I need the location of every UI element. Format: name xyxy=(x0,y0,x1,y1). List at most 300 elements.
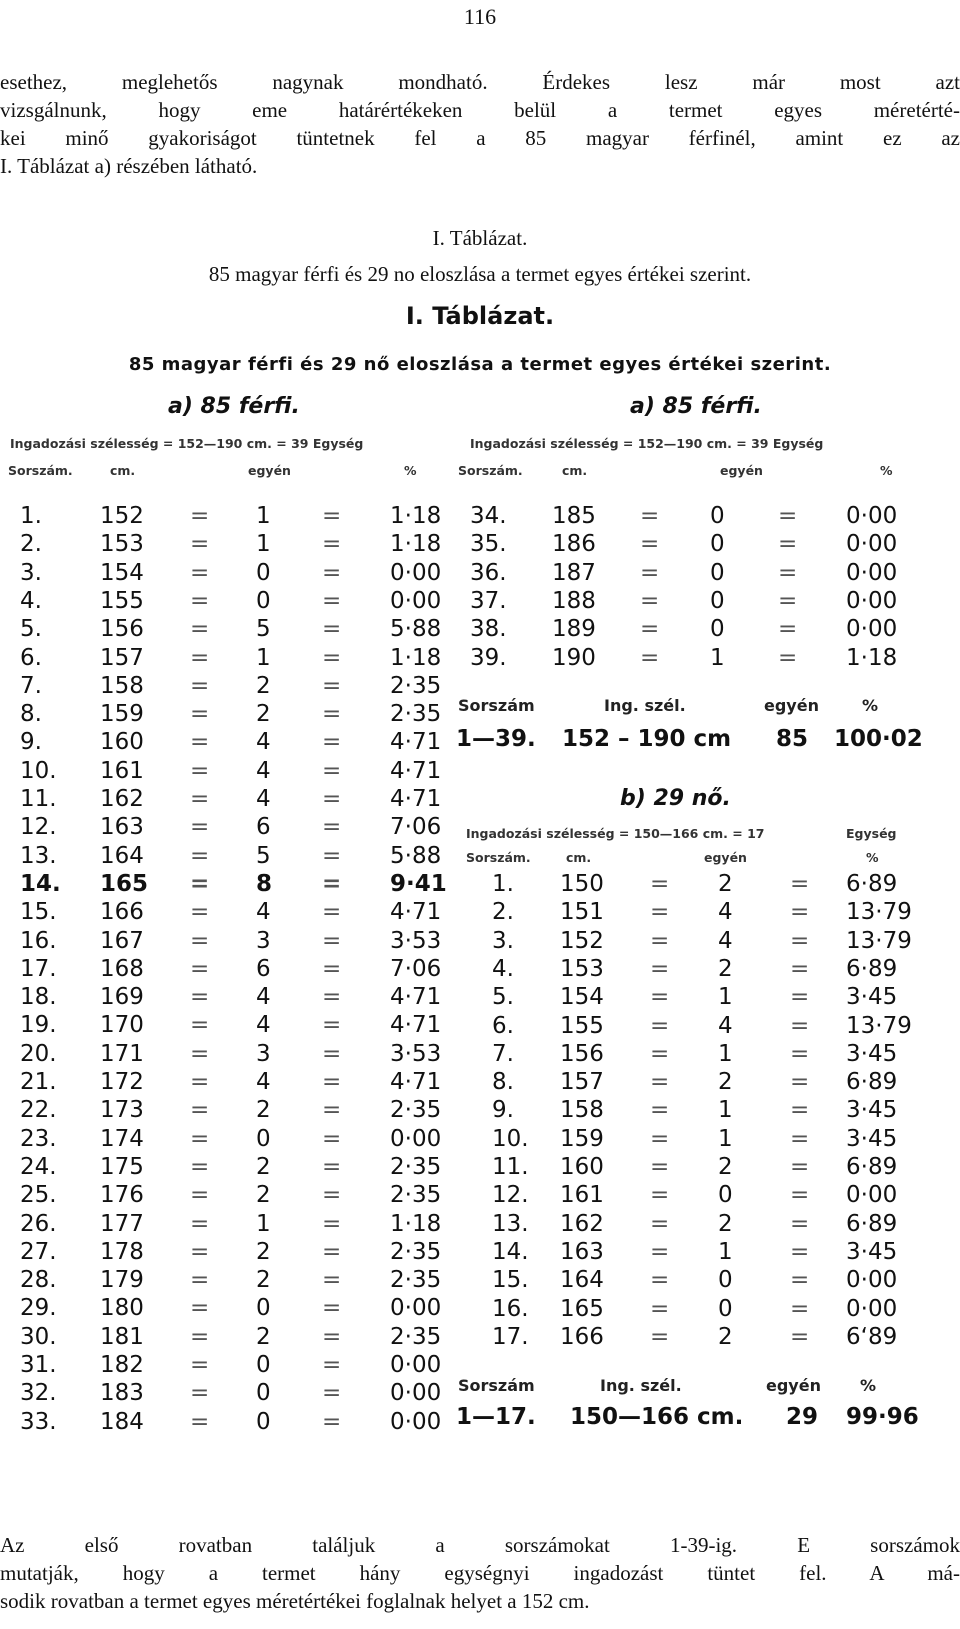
row-number: 14. xyxy=(492,1238,529,1265)
women-summary-head-range: Ing. szél. xyxy=(600,1376,682,1395)
table-row xyxy=(0,1210,960,1239)
row-height-cm: 161 xyxy=(100,757,144,784)
row-percent: 1·18 xyxy=(390,503,442,529)
row-equals: = xyxy=(640,587,660,614)
col-head-pct: % xyxy=(880,463,893,478)
row-percent: 2·35 xyxy=(390,1182,442,1209)
col-head-count: egyén xyxy=(704,850,747,865)
row-number: 5. xyxy=(20,616,42,643)
row-percent: 1·18 xyxy=(390,531,442,558)
row-equals: = xyxy=(322,1182,342,1209)
row-equals: = xyxy=(790,1069,810,1096)
table-caption-title: I. Táblázat. xyxy=(432,226,528,250)
row-equals: = xyxy=(190,559,210,586)
row-equals: = xyxy=(650,1069,670,1096)
row-equals: = xyxy=(650,1210,670,1237)
row-height-cm: 157 xyxy=(100,644,144,671)
row-height-cm: 160 xyxy=(100,729,144,756)
row-percent: 2·35 xyxy=(390,701,442,728)
row-count: 2 xyxy=(256,1182,271,1209)
row-number: 6. xyxy=(20,644,42,671)
row-percent: 4·71 xyxy=(390,1069,442,1095)
row-count: 2 xyxy=(256,1153,271,1180)
row-percent: 0·00 xyxy=(846,1267,898,1294)
row-height-cm: 160 xyxy=(560,1154,604,1180)
row-equals: = xyxy=(650,871,670,897)
row-count: 1 xyxy=(718,984,733,1011)
row-number: 38. xyxy=(470,616,507,643)
row-height-cm: 182 xyxy=(100,1352,144,1378)
row-number: 24. xyxy=(20,1153,57,1180)
row-height-cm: 184 xyxy=(100,1408,144,1435)
col-head-cm: cm. xyxy=(562,463,588,478)
row-count: 0 xyxy=(256,559,271,586)
row-count: 0 xyxy=(256,587,271,614)
row-percent: 6·89 xyxy=(846,871,898,897)
row-percent: 6·89 xyxy=(846,1069,898,1096)
row-count: 8 xyxy=(256,870,273,897)
row-height-cm: 162 xyxy=(560,1210,604,1237)
row-height-cm: 155 xyxy=(560,1012,604,1039)
women-summary-head-count: egyén xyxy=(766,1376,821,1395)
table-row xyxy=(0,983,960,1012)
row-height-cm: 161 xyxy=(560,1182,604,1209)
scan-subtitle: 85 magyar férfi és 29 nő eloszlása a termet egyes értékei szerint. xyxy=(128,354,832,375)
row-percent: 0·00 xyxy=(390,559,442,586)
row-equals: = xyxy=(650,1238,670,1265)
row-number: 26. xyxy=(20,1210,57,1237)
outro-line: Az első rovatban találjuk a sorszámokat 1-39-ig. E sorszámok xyxy=(0,1533,960,1557)
row-height-cm: 164 xyxy=(100,842,144,869)
row-number: 25. xyxy=(20,1182,57,1209)
table-row xyxy=(0,813,960,842)
row-equals: = xyxy=(190,729,210,756)
table-scan xyxy=(0,296,960,1508)
row-percent: 6‘89 xyxy=(846,1323,898,1350)
scan-title: I. Táblázat. xyxy=(405,302,555,330)
row-equals: = xyxy=(322,1352,342,1378)
col-head-num: Sorszám. xyxy=(8,463,73,478)
row-height-cm: 176 xyxy=(100,1182,144,1209)
row-number: 13. xyxy=(492,1210,529,1237)
row-equals: = xyxy=(650,1125,670,1152)
row-count: 2 xyxy=(718,1154,733,1180)
row-height-cm: 166 xyxy=(100,899,144,926)
col-head-count: egyén xyxy=(248,463,291,478)
row-percent: 4·71 xyxy=(390,1012,442,1039)
row-percent: 3·45 xyxy=(846,1238,898,1265)
row-number: 9. xyxy=(20,729,42,756)
table-row xyxy=(0,1295,960,1324)
row-count: 3 xyxy=(256,927,271,954)
row-count: 1 xyxy=(256,1210,271,1237)
row-equals: = xyxy=(322,1267,342,1294)
row-equals: = xyxy=(650,899,670,926)
row-percent: 0·00 xyxy=(846,1295,898,1322)
row-equals: = xyxy=(790,1210,810,1237)
row-height-cm: 165 xyxy=(560,1295,604,1322)
row-equals: = xyxy=(322,786,342,812)
women-summary-range: 150—166 cm. xyxy=(570,1404,744,1430)
row-equals: = xyxy=(640,616,660,643)
row-height-cm: 152 xyxy=(560,927,604,954)
row-equals: = xyxy=(322,1380,342,1407)
row-count: 4 xyxy=(256,984,271,1011)
panel-a-right-title: a) 85 férfi. xyxy=(630,394,762,419)
row-number: 1. xyxy=(492,871,514,897)
row-height-cm: 169 xyxy=(100,984,144,1011)
row-equals: = xyxy=(190,503,210,529)
row-count: 2 xyxy=(256,672,271,699)
row-percent: 0·00 xyxy=(846,1182,898,1209)
row-number: 23. xyxy=(20,1125,57,1152)
row-number: 30. xyxy=(20,1323,57,1350)
row-height-cm: 157 xyxy=(560,1069,604,1096)
row-count: 4 xyxy=(718,1012,733,1039)
row-number: 11. xyxy=(20,786,57,812)
row-percent: 3·45 xyxy=(846,1125,898,1152)
row-equals: = xyxy=(322,1238,342,1265)
row-height-cm: 165 xyxy=(100,870,149,897)
row-equals: = xyxy=(640,503,660,529)
row-equals: = xyxy=(790,1323,810,1350)
row-percent: 0·00 xyxy=(846,531,898,558)
men-summary-num: 1—39. xyxy=(456,726,536,752)
row-equals: = xyxy=(190,701,210,728)
row-height-cm: 170 xyxy=(100,1012,144,1039)
row-height-cm: 179 xyxy=(100,1267,144,1294)
row-equals: = xyxy=(322,559,342,586)
row-equals: = xyxy=(190,899,210,926)
row-height-cm: 188 xyxy=(552,587,596,614)
row-number: 39. xyxy=(470,644,507,671)
row-number: 11. xyxy=(492,1154,529,1180)
row-number: 5. xyxy=(492,984,514,1011)
row-count: 1 xyxy=(718,1125,733,1152)
panel-a-left-range: Ingadozási szélesség = 152—190 cm. = 39 Egység xyxy=(10,436,364,451)
row-number: 18. xyxy=(20,984,57,1011)
row-count: 1 xyxy=(718,1040,733,1067)
panel-a-left-title: a) 85 férfi. xyxy=(168,394,300,419)
row-equals: = xyxy=(190,1097,210,1124)
row-count: 4 xyxy=(256,786,271,812)
row-percent: 4·71 xyxy=(390,757,442,784)
row-percent: 0·00 xyxy=(846,503,898,529)
row-equals: = xyxy=(190,786,210,812)
row-number: 12. xyxy=(492,1182,529,1209)
row-count: 5 xyxy=(256,616,271,643)
row-equals: = xyxy=(190,927,210,954)
row-number: 34. xyxy=(470,503,507,529)
table-row xyxy=(0,502,960,531)
row-percent: 0·00 xyxy=(390,587,442,614)
row-height-cm: 190 xyxy=(552,644,596,671)
row-equals: = xyxy=(322,899,342,926)
row-height-cm: 173 xyxy=(100,1097,144,1124)
table-row xyxy=(0,1238,960,1267)
row-equals: = xyxy=(322,644,342,671)
row-percent: 4·71 xyxy=(390,984,442,1011)
outro-line: sodik rovatban a termet egyes méretértékei foglalnak helyet a 152 cm. xyxy=(0,1589,590,1613)
row-number: 9. xyxy=(492,1097,514,1124)
panel-b-title: b) 29 nő. xyxy=(620,786,731,811)
row-percent: 3·45 xyxy=(846,1040,898,1067)
row-height-cm: 162 xyxy=(100,786,144,812)
row-number: 36. xyxy=(470,559,507,586)
table-row xyxy=(0,757,960,786)
row-equals: = xyxy=(190,757,210,784)
row-equals: = xyxy=(790,984,810,1011)
row-equals: = xyxy=(778,587,798,614)
row-equals: = xyxy=(322,1323,342,1350)
row-height-cm: 152 xyxy=(100,503,144,529)
col-head-cm: cm. xyxy=(110,463,136,478)
row-number: 8. xyxy=(20,701,42,728)
row-number: 27. xyxy=(20,1238,57,1265)
row-equals: = xyxy=(190,984,210,1011)
row-percent: 7·06 xyxy=(390,814,442,841)
row-number: 21. xyxy=(20,1069,57,1095)
table-row xyxy=(0,842,960,871)
row-equals: = xyxy=(790,1012,810,1039)
row-height-cm: 178 xyxy=(100,1238,144,1265)
row-count: 2 xyxy=(256,1097,271,1124)
row-height-cm: 153 xyxy=(560,955,604,982)
row-equals: = xyxy=(322,757,342,784)
row-height-cm: 168 xyxy=(100,955,144,982)
row-equals: = xyxy=(650,927,670,954)
row-equals: = xyxy=(190,1153,210,1180)
row-number: 20. xyxy=(20,1040,57,1067)
row-height-cm: 159 xyxy=(560,1125,604,1152)
row-equals: = xyxy=(190,870,210,897)
row-equals: = xyxy=(322,1040,342,1067)
col-head-count: egyén xyxy=(720,463,763,478)
row-number: 2. xyxy=(492,899,514,926)
row-percent: 4·71 xyxy=(390,899,442,926)
row-count: 1 xyxy=(256,531,271,558)
row-number: 7. xyxy=(20,672,42,699)
men-summary-range: 152 – 190 cm xyxy=(562,726,732,752)
row-equals: = xyxy=(190,531,210,558)
row-percent: 5·88 xyxy=(390,842,442,869)
row-equals: = xyxy=(190,1210,210,1237)
row-equals: = xyxy=(190,955,210,982)
row-equals: = xyxy=(790,1238,810,1265)
row-percent: 0·00 xyxy=(390,1352,442,1378)
row-height-cm: 154 xyxy=(560,984,604,1011)
row-percent: 2·35 xyxy=(390,1238,442,1265)
row-number: 16. xyxy=(492,1295,529,1322)
women-summary-count: 29 xyxy=(786,1404,819,1430)
row-height-cm: 175 xyxy=(100,1153,144,1180)
row-percent: 2·35 xyxy=(390,1267,442,1294)
row-height-cm: 174 xyxy=(100,1125,144,1152)
row-percent: 4·71 xyxy=(390,729,442,756)
row-number: 35. xyxy=(470,531,507,558)
row-equals: = xyxy=(322,1069,342,1095)
row-equals: = xyxy=(190,814,210,841)
row-percent: 2·35 xyxy=(390,1323,442,1350)
row-equals: = xyxy=(790,1267,810,1294)
row-equals: = xyxy=(790,955,810,982)
row-equals: = xyxy=(650,1012,670,1039)
row-height-cm: 181 xyxy=(100,1323,144,1350)
row-equals: = xyxy=(190,1040,210,1067)
row-percent: 3·45 xyxy=(846,984,898,1011)
row-equals: = xyxy=(322,729,342,756)
row-equals: = xyxy=(322,616,342,643)
row-percent: 0·00 xyxy=(390,1380,442,1407)
table-row xyxy=(0,559,960,588)
table-row xyxy=(0,1096,960,1125)
row-count: 0 xyxy=(710,616,725,643)
row-equals: = xyxy=(640,644,660,671)
table-row xyxy=(0,1040,960,1069)
row-equals: = xyxy=(322,814,342,841)
row-count: 2 xyxy=(256,1323,271,1350)
intro-line: kei minő gyakoriságot tüntetnek fel a 85 magyar férfinél, amint ez az xyxy=(0,126,960,150)
women-summary-head-num: Sorszám xyxy=(458,1376,535,1395)
row-number: 3. xyxy=(20,559,42,586)
row-percent: 13·79 xyxy=(846,927,912,954)
row-height-cm: 187 xyxy=(552,559,596,586)
men-summary-head-pct: % xyxy=(862,696,879,715)
row-equals: = xyxy=(650,1295,670,1322)
row-equals: = xyxy=(790,1295,810,1322)
row-height-cm: 158 xyxy=(100,672,144,699)
row-equals: = xyxy=(778,644,798,671)
row-height-cm: 177 xyxy=(100,1210,144,1237)
row-percent: 0·00 xyxy=(390,1408,442,1435)
row-equals: = xyxy=(790,1097,810,1124)
panel-a-right-range: Ingadozási szélesség = 152—190 cm. = 39 Egység xyxy=(470,436,824,451)
row-height-cm: 150 xyxy=(560,871,604,897)
row-percent: 1·18 xyxy=(390,1210,442,1237)
men-summary-head-range: Ing. szél. xyxy=(604,696,686,715)
row-count: 1 xyxy=(710,644,725,671)
row-percent: 2·35 xyxy=(390,672,442,699)
row-count: 2 xyxy=(718,871,733,897)
row-number: 15. xyxy=(492,1267,529,1294)
table-row xyxy=(0,700,960,729)
row-count: 4 xyxy=(718,927,733,954)
row-percent: 13·79 xyxy=(846,1012,912,1039)
row-percent: 2·35 xyxy=(390,1097,442,1124)
row-equals: = xyxy=(322,503,342,529)
table-row xyxy=(0,1068,960,1097)
row-height-cm: 186 xyxy=(552,531,596,558)
row-equals: = xyxy=(650,955,670,982)
table-row xyxy=(0,927,960,956)
row-equals: = xyxy=(778,616,798,643)
row-height-cm: 156 xyxy=(100,616,144,643)
row-number: 3. xyxy=(492,927,514,954)
row-number: 17. xyxy=(20,955,57,982)
row-count: 0 xyxy=(256,1408,271,1435)
row-equals: = xyxy=(190,616,210,643)
row-number: 13. xyxy=(20,842,57,869)
row-equals: = xyxy=(190,1352,210,1378)
row-equals: = xyxy=(650,984,670,1011)
row-count: 1 xyxy=(256,644,271,671)
row-height-cm: 163 xyxy=(100,814,144,841)
men-summary-count: 85 xyxy=(776,726,809,752)
col-head-cm: cm. xyxy=(566,850,592,865)
row-equals: = xyxy=(640,531,660,558)
row-count: 3 xyxy=(256,1040,271,1067)
row-percent: 3·53 xyxy=(390,927,442,954)
col-head-pct: % xyxy=(866,850,879,865)
intro-line: I. Táblázat a) részében látható. xyxy=(0,154,258,178)
women-summary-num: 1—17. xyxy=(456,1404,536,1430)
row-count: 4 xyxy=(256,729,271,756)
row-number: 10. xyxy=(20,757,57,784)
row-height-cm: 172 xyxy=(100,1069,144,1095)
row-number: 29. xyxy=(20,1295,57,1322)
row-count: 1 xyxy=(256,503,271,529)
row-number: 4. xyxy=(20,587,42,614)
table-row xyxy=(0,1379,960,1408)
row-equals: = xyxy=(778,503,798,529)
table-row xyxy=(0,955,960,984)
row-count: 4 xyxy=(256,1012,271,1039)
row-height-cm: 164 xyxy=(560,1267,604,1294)
row-percent: 2·35 xyxy=(390,1153,442,1180)
row-count: 2 xyxy=(718,1323,733,1350)
row-count: 2 xyxy=(256,1238,271,1265)
table-row xyxy=(0,1266,960,1295)
row-percent: 5·88 xyxy=(390,616,442,643)
row-percent: 0·00 xyxy=(846,616,898,643)
row-equals: = xyxy=(190,1069,210,1095)
row-count: 2 xyxy=(718,955,733,982)
table-row xyxy=(0,615,960,644)
row-count: 4 xyxy=(718,899,733,926)
women-summary-pct: 99·96 xyxy=(846,1404,919,1430)
row-percent: 1·18 xyxy=(390,644,442,671)
row-count: 0 xyxy=(256,1125,271,1152)
row-equals: = xyxy=(322,587,342,614)
men-summary-pct: 100·02 xyxy=(834,726,923,752)
row-height-cm: 163 xyxy=(560,1238,604,1265)
row-equals: = xyxy=(190,1238,210,1265)
row-equals: = xyxy=(190,1125,210,1152)
col-head-num: Sorszám. xyxy=(466,850,531,865)
table-row xyxy=(0,1181,960,1210)
row-percent: 0·00 xyxy=(846,587,898,614)
table-row xyxy=(0,530,960,559)
row-percent: 7·06 xyxy=(390,955,442,982)
row-count: 0 xyxy=(718,1295,733,1322)
row-equals: = xyxy=(650,1267,670,1294)
row-percent: 0·00 xyxy=(390,1295,442,1322)
row-height-cm: 158 xyxy=(560,1097,604,1124)
row-height-cm: 185 xyxy=(552,503,596,529)
outro-paragraph xyxy=(0,1531,960,1615)
row-count: 5 xyxy=(256,842,271,869)
row-equals: = xyxy=(322,984,342,1011)
row-count: 2 xyxy=(256,701,271,728)
row-number: 16. xyxy=(20,927,57,954)
row-equals: = xyxy=(790,899,810,926)
row-percent: 6·89 xyxy=(846,1154,898,1180)
col-head-pct: % xyxy=(404,463,417,478)
row-percent: 0·00 xyxy=(390,1125,442,1152)
row-height-cm: 156 xyxy=(560,1040,604,1067)
row-equals: = xyxy=(190,1380,210,1407)
panel-b-range: Ingadozási szélesség = 150—166 cm. = 17 xyxy=(466,826,765,841)
